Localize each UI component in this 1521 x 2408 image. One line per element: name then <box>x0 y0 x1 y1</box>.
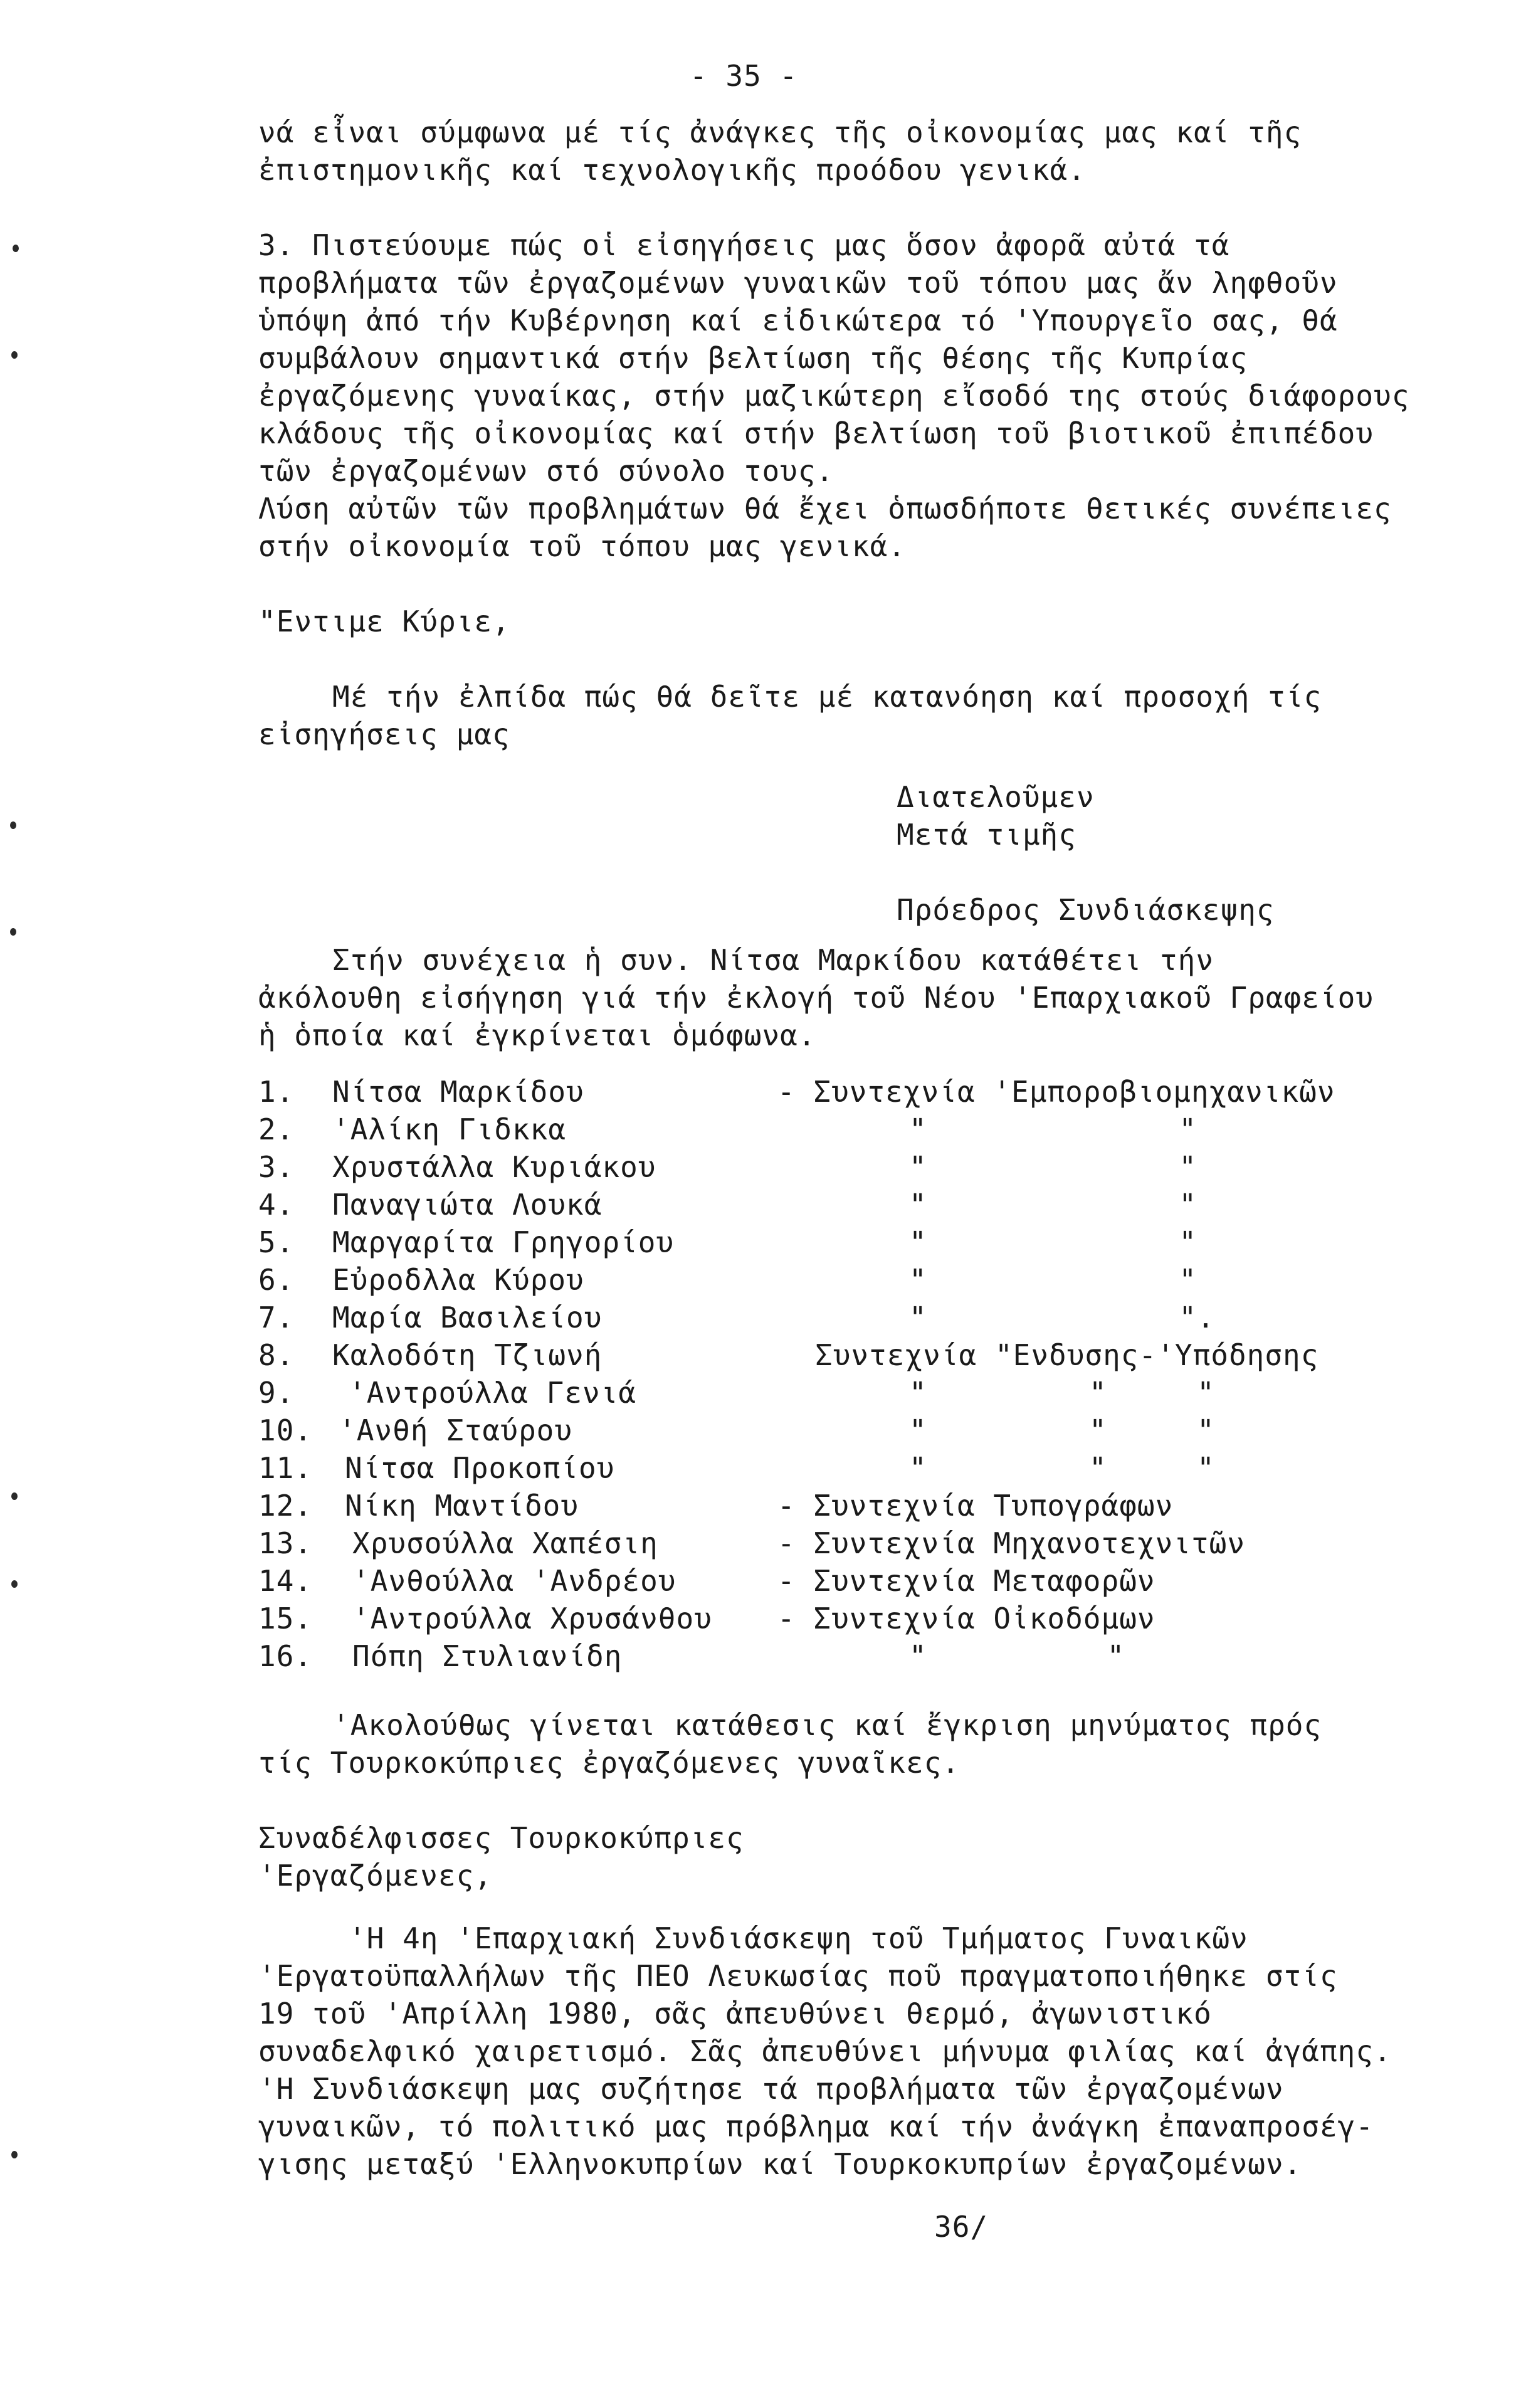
member-union: Συντεχνία "Ενδυσης-'Υπόδησης <box>815 1338 1319 1372</box>
member-union: " " <box>909 1639 1125 1673</box>
message-body-line-4: συναδελφικό χαιρετισμό. Σᾶς ἀπευθύνει μήνυμα φιλίας καί ἀγάπης. <box>258 2034 1392 2068</box>
member-union: " " <box>909 1188 1197 1222</box>
member-union: " " <box>909 1225 1197 1259</box>
item-number: 12. <box>258 1489 313 1523</box>
member-name: Χρυσούλλα Χαπέσιη <box>352 1526 658 1560</box>
member-union: " " <box>909 1112 1197 1146</box>
closing-line-2: εἰσηγήσεις μας <box>258 717 510 751</box>
member-name: Καλοδότη Τζιωνή <box>332 1338 603 1372</box>
point3-line-9: στήν οἰκονομία τοῦ τόπου μας γενικά. <box>258 529 906 563</box>
signoff-line-2: Μετά τιμῆς <box>897 818 1076 852</box>
message-body-line-1: 'Η 4η 'Επαρχιακή Συνδιάσκεψη τοῦ Τμήματος Γυναικῶν <box>349 1921 1248 1955</box>
member-union: " " " <box>909 1413 1215 1447</box>
point3-line-1: 3. Πιστεύουμε πώς οἱ εἰσηγήσεις μας ὅσον ἀφορᾶ αὐτά τά <box>258 228 1230 262</box>
item-number: 2. <box>258 1112 295 1146</box>
message-body-line-2: 'Εργατοϋπαλλήλων τῆς ΠΕΟ Λευκωσίας ποῦ πραγματοποιήθηκε στίς <box>258 1959 1338 1993</box>
item-number: 14. <box>258 1564 313 1598</box>
point3-line-4: συμβάλουν σημαντικά στήν βελτίωση τῆς θέσης τῆς Κυπρίας <box>258 341 1248 375</box>
item-number: 5. <box>258 1225 295 1259</box>
message-intro-line-1: 'Ακολούθως γίνεται κατάθεσις καί ἔγκριση μηνύματος πρός <box>332 1708 1322 1742</box>
nomination-line-3: ἡ ὁποία καί ἐγκρίνεται ὁμόφωνα. <box>258 1018 816 1052</box>
member-name: Νίτσα Προκοπίου <box>345 1451 615 1485</box>
signoff-signer: Πρόεδρος Συνδιάσκεψης <box>897 893 1275 927</box>
scan-speck <box>13 245 19 252</box>
item-number: 11. <box>258 1451 313 1485</box>
scan-speck <box>11 1580 18 1588</box>
nomination-line-2: ἀκόλουθη εἰσήγηση γιά τήν ἐκλογή τοῦ Νέου 'Επαρχιακοῦ Γραφείου <box>258 981 1374 1015</box>
scan-speck <box>11 351 18 359</box>
closing-line-1: Μέ τήν ἐλπίδα πώς θά δεῖτε μέ κατανόηση καί προσοχή τίς <box>332 680 1322 714</box>
scan-speck <box>11 1492 18 1500</box>
member-union: " " <box>909 1150 1197 1184</box>
item-number: 1. <box>258 1075 295 1109</box>
member-name: 'Αντρούλλα Χρυσάνθου <box>352 1602 712 1635</box>
message-body-line-6: γυναικῶν, τό πολιτικό μας πρόβλημα καί τήν ἀνάγκη ἐπαναπροσέγ- <box>258 2110 1374 2143</box>
message-body-line-5: 'Η Συνδιάσκεψη μας συζήτησε τά προβλήματα τῶν ἐργαζομένων <box>258 2072 1284 2106</box>
message-body-line-7: γισης μεταξύ 'Ελληνοκυπρίων καί Τουρκοκυπρίων ἐργαζομένων. <box>258 2147 1302 2181</box>
page-number: - 35 - <box>690 59 798 93</box>
point3-line-2: προβλήματα τῶν ἐργαζομένων γυναικῶν τοῦ τόπου μας ἄν ληφθοῦν <box>258 266 1338 300</box>
member-name: Νίτσα Μαρκίδου <box>332 1075 584 1109</box>
member-name: Νίκη Μαντίδου <box>345 1489 579 1523</box>
next-page-marker: 36/ <box>934 2210 989 2244</box>
member-name: 'Αλίκη Γιδκκα <box>332 1112 567 1146</box>
member-name: Πόπη Στυλιανίδη <box>352 1639 623 1673</box>
member-union: - Συντεχνία Μηχανοτεχνιτῶν <box>777 1526 1246 1560</box>
point3-line-6: κλάδους τῆς οἰκονομίας καί στήν βελτίωση τοῦ βιοτικοῦ ἐπιπέδου <box>258 416 1374 450</box>
scan-speck <box>10 928 16 936</box>
member-union: - Συντεχνία Οἰκοδόμων <box>777 1602 1155 1635</box>
item-number: 8. <box>258 1338 295 1372</box>
member-union: - Συντεχνία Μεταφορῶν <box>777 1564 1155 1598</box>
item-number: 10. <box>258 1413 313 1447</box>
member-union: - Συντεχνία Τυπογράφων <box>777 1489 1174 1523</box>
intro-line-2: ἐπιστημονικῆς καί τεχνολογικῆς προόδου γενικά. <box>258 153 1086 187</box>
member-union: " " <box>909 1263 1197 1297</box>
item-number: 6. <box>258 1263 295 1297</box>
message-body-line-3: 19 τοῦ 'Απρίλλη 1980, σᾶς ἀπευθύνει θερμό, ἀγωνιστικό <box>258 1997 1212 2030</box>
member-union: " " " <box>909 1376 1215 1410</box>
member-name: Χρυστάλλα Κυριάκου <box>332 1150 656 1184</box>
member-union: " ". <box>909 1301 1215 1334</box>
message-salutation-line-2: 'Εργαζόμενες, <box>258 1859 493 1893</box>
member-name: Εὐροδλλα Κύρου <box>332 1263 584 1297</box>
member-name: 'Αντρούλλα Γενιά <box>349 1376 637 1410</box>
member-name: Μαρία Βασιλείου <box>332 1301 603 1334</box>
scan-speck <box>11 2151 18 2158</box>
message-intro-line-2: τίς Τουρκοκύπριες ἐργαζόμενες γυναῖκες. <box>258 1746 960 1780</box>
member-name: 'Ανθούλλα 'Ανδρέου <box>352 1564 676 1598</box>
scan-speck <box>10 821 16 829</box>
item-number: 3. <box>258 1150 295 1184</box>
item-number: 16. <box>258 1639 313 1673</box>
item-number: 7. <box>258 1301 295 1334</box>
item-number: 4. <box>258 1188 295 1222</box>
message-salutation-line-1: Συναδέλφισσες Τουρκοκύπριες <box>258 1821 744 1855</box>
member-union: - Συντεχνία 'Εμποροβιομηχανικῶν <box>777 1075 1335 1109</box>
item-number: 13. <box>258 1526 313 1560</box>
item-number: 9. <box>258 1376 295 1410</box>
signoff-line-1: Διατελοῦμεν <box>897 780 1095 814</box>
member-name: Μαργαρίτα Γρηγορίου <box>332 1225 675 1259</box>
member-name: 'Ανθή Σταύρου <box>339 1413 573 1447</box>
salutation: "Εντιμε Κύριε, <box>258 605 510 638</box>
member-name: Παναγιώτα Λουκά <box>332 1188 603 1222</box>
point3-line-8: Λύση αὐτῶν τῶν προβλημάτων θά ἔχει ὁπωσδήποτε θετικές συνέπειες <box>258 492 1392 525</box>
point3-line-5: ἐργαζόμενης γυναίκας, στήν μαζικώτερη εἴσοδό της στούς διάφορους <box>258 379 1410 413</box>
point3-line-7: τῶν ἐργαζομένων στό σύνολο τους. <box>258 454 834 488</box>
member-union: " " " <box>909 1451 1215 1485</box>
nomination-line-1: Στήν συνέχεια ἡ συν. Νίτσα Μαρκίδου κατάθέτει τήν <box>332 943 1214 977</box>
item-number: 15. <box>258 1602 313 1635</box>
point3-line-3: ὑπόψη ἀπό τήν Κυβέρνηση καί εἰδικώτερα τό 'Υπουργεῖο σας, θά <box>258 304 1338 337</box>
intro-line-1: νά εἶναι σύμφωνα μέ τίς ἀνάγκες τῆς οἰκονομίας μας καί τῆς <box>258 115 1302 149</box>
